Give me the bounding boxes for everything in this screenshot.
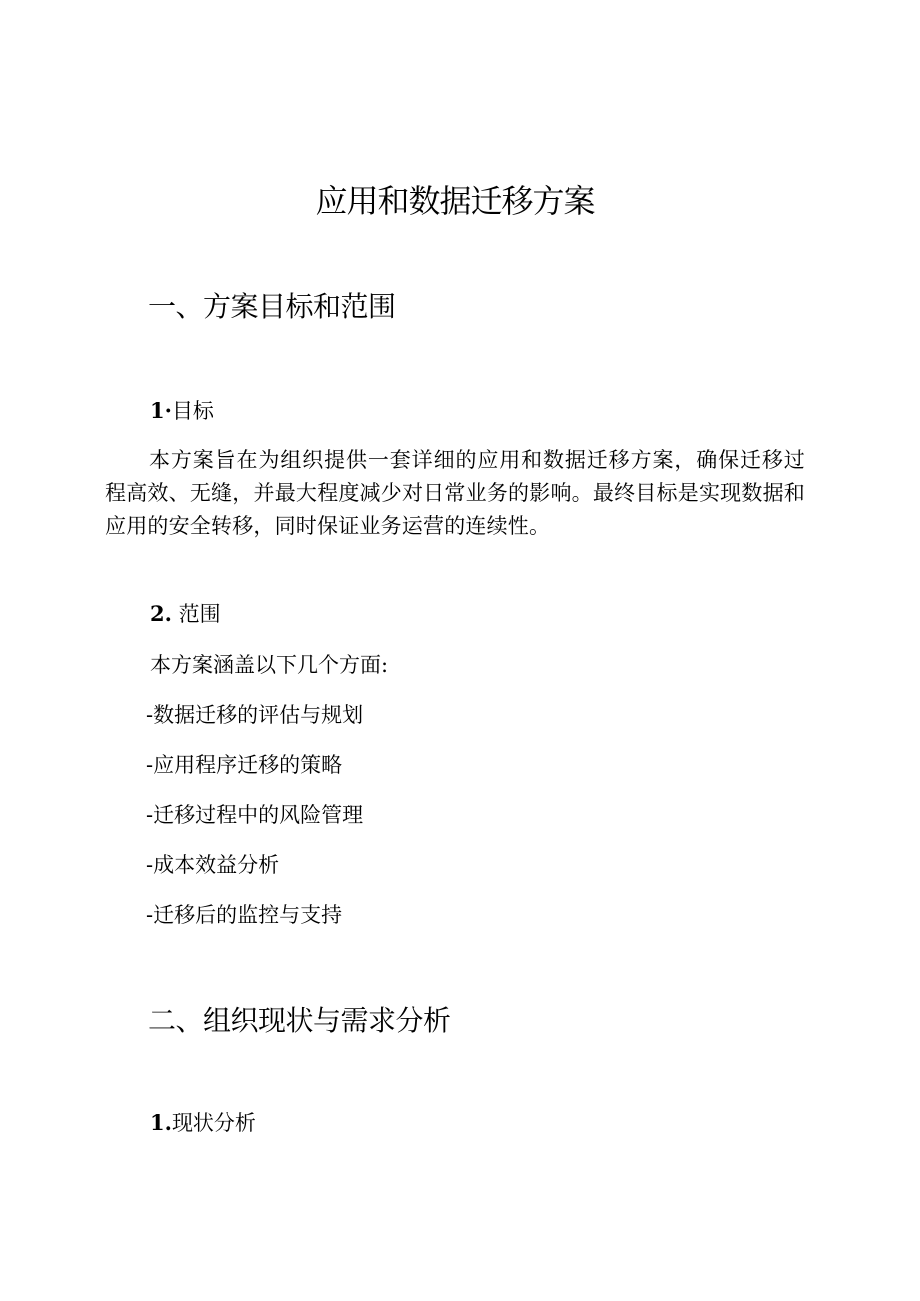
subsection-label: 现状分析 — [171, 1111, 256, 1135]
subsection-label: 目标 — [171, 399, 214, 423]
scope-list-item: -成本效益分析 — [146, 853, 280, 877]
subsection-number: 1· — [150, 398, 172, 423]
scope-list-item: -迁移后的监控与支持 — [146, 903, 343, 927]
section-1-heading: 一、方案目标和范围 — [148, 290, 396, 323]
scope-list-item: -应用程序迁移的策略 — [146, 753, 343, 777]
subsection-number: 2. — [150, 601, 172, 626]
goal-paragraph: 本方案旨在为组织提供一套详细的应用和数据迁移方案，确保迁移过程高效、无缝，并最大程度减少对日常业务的影响。最终目标是实现数据和应用的安全转移，同时保证业务运营的连续性。 — [105, 448, 805, 538]
scope-list-item: -迁移过程中的风险管理 — [146, 803, 364, 827]
subsection-1-1-heading — [150, 396, 214, 426]
subsection-1-2-heading — [150, 599, 221, 629]
section-2-heading: 二、组织现状与需求分析 — [148, 1004, 451, 1037]
scope-list-item: -数据迁移的评估与规划 — [146, 703, 364, 727]
subsection-2-1-heading — [150, 1108, 256, 1138]
document-title: 应用和数据迁移方案 — [315, 182, 595, 220]
subsection-number: 1. — [150, 1110, 172, 1135]
subsection-label: 范围 — [171, 602, 221, 626]
scope-intro: 本方案涵盖以下几个方面: — [150, 653, 389, 677]
